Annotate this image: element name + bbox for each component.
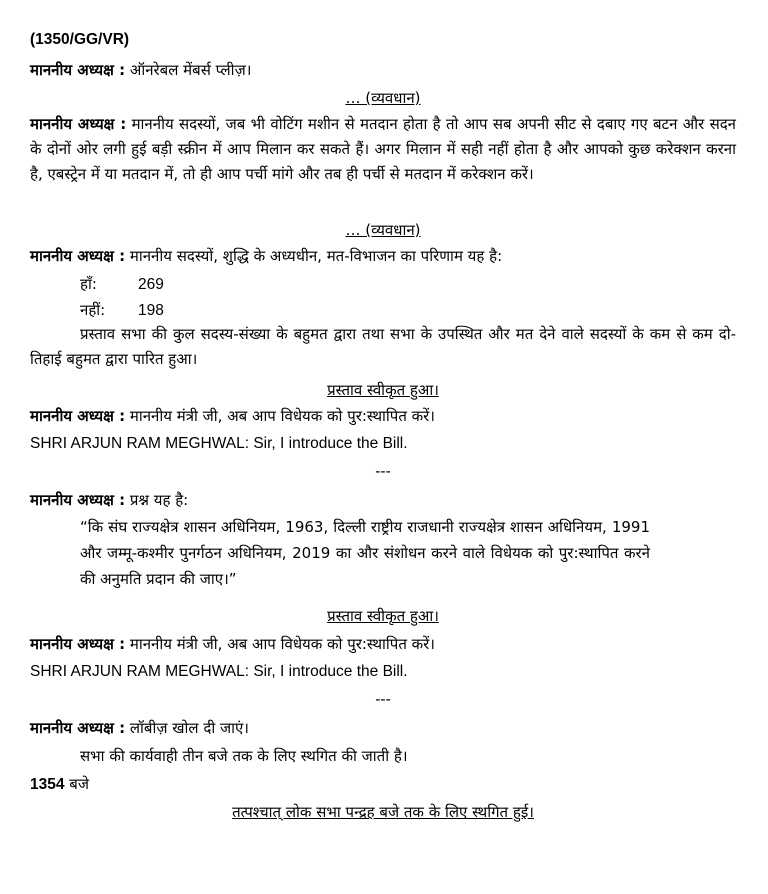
motion-adopted-1	[30, 378, 736, 402]
time-number: 1354	[30, 776, 65, 793]
speaker-label: माननीय अध्यक्ष :	[30, 115, 127, 133]
speaker-text-7: माननीय मंत्री जी, अब आप विधेयक को पुर:स्थापित करें।	[129, 635, 435, 653]
speaker-label: माननीय अध्यक्ष :	[30, 247, 126, 265]
vote-yes-label: हाँ:	[80, 275, 97, 293]
separator-2: ---	[375, 691, 391, 708]
speaker-line-7	[30, 632, 736, 656]
speaker-label: माननीय अध्यक्ष :	[30, 635, 126, 653]
header-code: (1350/GG/VR)	[30, 31, 130, 48]
speaker-line-8	[30, 716, 736, 740]
speaker-paragraph-2	[30, 112, 736, 187]
minister-line-1: SHRI ARJUN RAM MEGHWAL: Sir, I introduce the Bill.	[30, 435, 408, 452]
speaker-text-8: लॉबीज़ खोल दी जाएं।	[129, 719, 249, 737]
interruption-2	[30, 218, 736, 242]
vote-no-count: 198	[138, 302, 164, 319]
motion-adopted-text-1: प्रस्ताव स्वीकृत हुआ।	[327, 381, 439, 399]
motion-adopted-text-2: प्रस्ताव स्वीकृत हुआ।	[327, 607, 439, 625]
speaker-text-5: माननीय मंत्री जी, अब आप विधेयक को पुर:स्थापित करें।	[129, 407, 435, 425]
vote-yes-count: 269	[138, 276, 164, 293]
interruption-text-2: … (व्यवधान)	[345, 221, 421, 239]
result-paragraph: प्रस्ताव सभा की कुल सदस्य-संख्या के बहुमत द्वारा तथा सभा के उपस्थित और मत देने वाले सदस्यों के कम से कम दो-तिहाई बहुमत द्वारा पारित हुआ।	[30, 325, 736, 368]
speaker-label: माननीय अध्यक्ष :	[30, 407, 126, 425]
speaker-text-2: माननीय सदस्यों, जब भी वोटिंग मशीन से मतदान होता है तो आप सब अपनी सीट से दबाए गए बटन और सदन के दोनों ओर लगी हुई बड़ी स्क्रीन में आप मिलान कर सकते हैं। अगर मिलान में सही नहीं होता है और आपको कुछ करेक्शन करना है, एबस्ट्रेन में या मतदान में, तो ही आप पर्ची मांगे और तब ही पर्ची से मतदान में करेक्शन करें।	[30, 115, 736, 183]
closing-text: तत्पश्चात् लोक सभा पन्द्रह बजे तक के लिए स्थगित हुई।	[232, 803, 534, 821]
vote-no-label: नहीं:	[80, 301, 106, 319]
vote-yes-row	[80, 272, 736, 296]
adjournment-line: सभा की कार्यवाही तीन बजे तक के लिए स्थगित की जाती है।	[80, 747, 408, 765]
speaker-label: माननीय अध्यक्ष :	[30, 719, 126, 737]
speaker-text-3: माननीय सदस्यों, शुद्धि के अध्यधीन, मत-विभाजन का परिणाम यह है:	[129, 247, 503, 265]
speaker-label: माननीय अध्यक्ष :	[30, 491, 126, 509]
speaker-line-6	[30, 488, 736, 512]
speaker-line-1	[30, 58, 736, 82]
vote-no-row	[80, 298, 736, 322]
motion-adopted-2	[30, 604, 736, 628]
question-quote: “कि संघ राज्यक्षेत्र शासन अधिनियम, 1963, दिल्ली राष्ट्रीय राजधानी राज्यक्षेत्र शासन अधिनियम, 1991 और जम्मू-कश्मीर पुनर्गठन अधिनियम, 2019 का और संशोधन करने वाले विधेयक को पुर:स्थापित करने की अनुमति प्रदान की जाए।”	[80, 518, 650, 588]
separator-1: ---	[375, 463, 391, 480]
time-word: बजे	[69, 775, 89, 793]
time-stamp	[30, 772, 736, 796]
minister-line-2: SHRI ARJUN RAM MEGHWAL: Sir, I introduce the Bill.	[30, 663, 408, 680]
speaker-label: माननीय अध्यक्ष :	[30, 61, 126, 79]
speaker-line-5	[30, 404, 736, 428]
speaker-text-1: ऑनरेबल मेंबर्स प्लीज़।	[129, 61, 252, 79]
interruption-text-1: … (व्यवधान)	[345, 89, 421, 107]
speaker-line-3	[30, 244, 736, 268]
closing-line	[30, 800, 736, 824]
interruption-1	[30, 86, 736, 110]
speaker-text-6: प्रश्न यह है:	[129, 491, 189, 509]
